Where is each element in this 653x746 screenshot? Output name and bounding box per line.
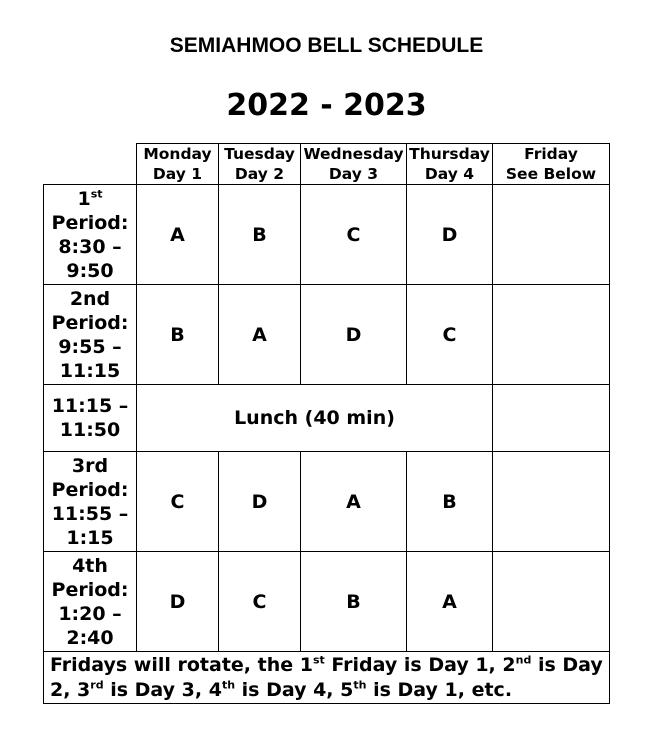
lunch-end-time: 11:50: [59, 419, 121, 441]
friday-cell: [493, 552, 610, 652]
col-day-name: Wednesday: [303, 145, 404, 163]
lunch-start-time: 11:15 –: [51, 395, 129, 417]
period-word: Period:: [51, 478, 129, 501]
lunch-cell: Lunch (40 min): [137, 385, 493, 452]
block-cell: B: [301, 552, 407, 652]
col-day-name: Tuesday: [224, 145, 295, 163]
block-cell: A: [219, 285, 301, 385]
period-start-time: 11:55 –: [51, 502, 129, 525]
col-header-tuesday: [219, 144, 301, 185]
footer-row: [44, 652, 610, 704]
period-row-1: [44, 185, 610, 285]
block-cell: B: [137, 285, 219, 385]
period-number: 3rd: [71, 454, 109, 477]
period-end-time: 11:15: [59, 359, 121, 382]
col-day-number: Day 1: [152, 165, 203, 183]
period-word: Period:: [51, 578, 129, 601]
col-day-name: Monday: [143, 145, 212, 163]
period-end-time: 2:40: [66, 626, 114, 649]
period-label: [44, 552, 137, 652]
block-cell: D: [407, 185, 493, 285]
block-cell: C: [301, 185, 407, 285]
block-cell: C: [407, 285, 493, 385]
block-cell: C: [137, 452, 219, 552]
friday-cell: [493, 185, 610, 285]
period-row-2: [44, 285, 610, 385]
period-start-time: 9:55 –: [58, 335, 122, 358]
col-header-friday: [493, 144, 610, 185]
period-end-time: 9:50: [66, 259, 114, 282]
col-day-number: Day 3: [328, 165, 379, 183]
friday-cell: [493, 385, 610, 452]
block-cell: B: [407, 452, 493, 552]
block-cell: C: [219, 552, 301, 652]
bell-schedule-table: [43, 143, 610, 704]
period-start-time: 8:30 –: [58, 235, 122, 258]
period-end-time: 1:15: [66, 526, 114, 549]
col-header-wednesday: [301, 144, 407, 185]
period-label: [44, 185, 137, 285]
col-header-thursday: [407, 144, 493, 185]
col-header-monday: [137, 144, 219, 185]
lunch-row: [44, 385, 610, 452]
block-cell: D: [301, 285, 407, 385]
period-word: Period:: [51, 211, 129, 234]
period-row-4: [44, 552, 610, 652]
friday-cell: [493, 452, 610, 552]
corner-cell: [44, 144, 137, 185]
col-day-number: Day 4: [424, 165, 475, 183]
school-year: 2022 - 2023: [226, 88, 427, 123]
col-day-number: See Below: [505, 165, 597, 183]
friday-rotation-note: Fridays will rotate, the 1st Friday is Day 1, 2nd is Day 2, 3rd is Day 3, 4th is Day 4, 5th is Day 1, etc.: [44, 652, 610, 704]
page-title: SEMIAHMOO BELL SCHEDULE: [169, 34, 484, 57]
block-cell: A: [137, 185, 219, 285]
block-cell: A: [301, 452, 407, 552]
period-number: 2nd: [69, 287, 111, 310]
header-row: [44, 144, 610, 185]
block-cell: B: [219, 185, 301, 285]
ordinal-suffix: st: [90, 187, 103, 201]
period-label: [44, 285, 137, 385]
period-start-time: 1:20 –: [58, 602, 122, 625]
friday-cell: [493, 285, 610, 385]
col-day-name: Friday: [524, 145, 578, 163]
block-cell: D: [219, 452, 301, 552]
period-label: [44, 452, 137, 552]
block-cell: D: [137, 552, 219, 652]
col-day-number: Day 2: [234, 165, 285, 183]
col-day-name: Thursday: [409, 145, 490, 163]
period-word: Period:: [51, 311, 129, 334]
period-number: 4th: [72, 554, 108, 577]
lunch-time-label: [44, 385, 137, 452]
block-cell: A: [407, 552, 493, 652]
period-row-3: [44, 452, 610, 552]
period-number: 1: [77, 187, 91, 210]
